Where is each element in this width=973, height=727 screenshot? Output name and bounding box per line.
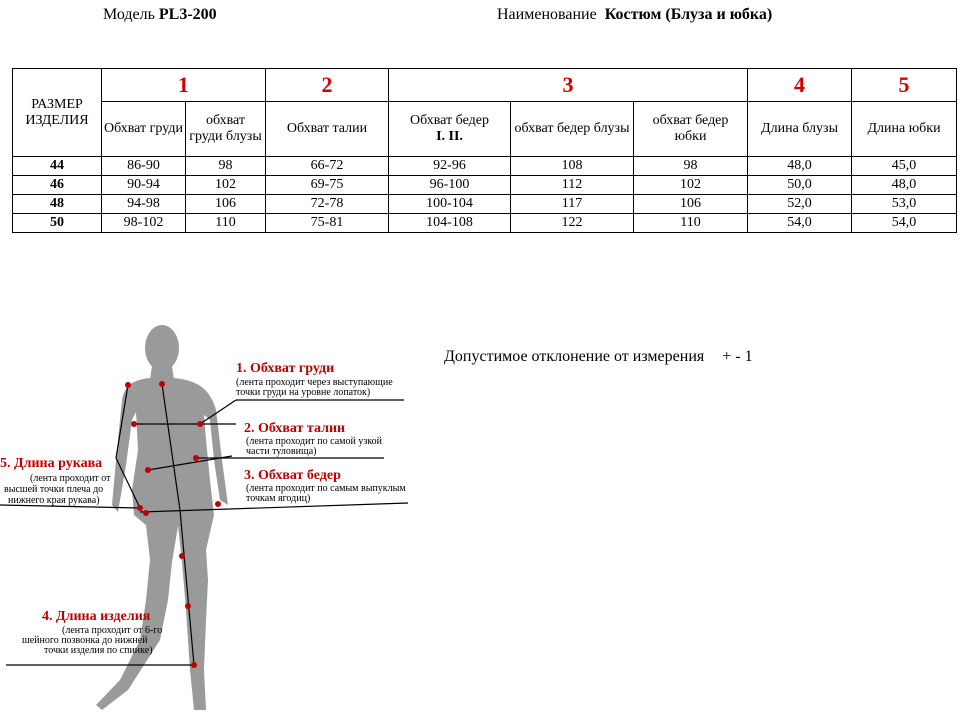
cell: 54,0 bbox=[852, 214, 957, 233]
cell: 53,0 bbox=[852, 195, 957, 214]
cell: 108 bbox=[511, 157, 634, 176]
label-length-note-1: (лента проходит от 6-го bbox=[62, 625, 163, 636]
col-header-blouse-length: Длина блузы bbox=[748, 102, 852, 157]
label-hips-title: 3. Обхват бедер bbox=[244, 468, 341, 483]
cell: 102 bbox=[186, 176, 266, 195]
col-header-skirt-length: Длина юбки bbox=[852, 102, 957, 157]
label-chest-note-1: (лента проходит через выступающие bbox=[236, 377, 393, 388]
cell: 98-102 bbox=[102, 214, 186, 233]
label-waist-title: 2. Обхват талии bbox=[244, 421, 346, 436]
label-hips-note-2: точкам ягодиц) bbox=[246, 493, 311, 504]
cell: 50,0 bbox=[748, 176, 852, 195]
label-sleeve-title: 5. Длина рукава bbox=[0, 456, 103, 471]
point-icon bbox=[215, 501, 221, 507]
measurement-figure bbox=[0, 300, 440, 727]
label-length-note-2: шейного позвонка до нижней bbox=[22, 635, 148, 646]
point-icon bbox=[179, 553, 185, 559]
col-header-waist: Обхват талии bbox=[266, 102, 389, 157]
size-chart-table bbox=[12, 68, 957, 233]
cell: 110 bbox=[186, 214, 266, 233]
col-header-blouse-hips: обхват бедер блузы bbox=[511, 102, 634, 157]
point-icon bbox=[159, 381, 165, 387]
cell: 54,0 bbox=[748, 214, 852, 233]
point-icon bbox=[125, 382, 131, 388]
cell: 66-72 bbox=[266, 157, 389, 176]
cell: 72-78 bbox=[266, 195, 389, 214]
cell: 90-94 bbox=[102, 176, 186, 195]
cell: 98 bbox=[186, 157, 266, 176]
cell-size: 50 bbox=[13, 214, 102, 233]
group-number-5: 5 bbox=[852, 69, 957, 102]
label-sleeve-note-1: (лента проходит от bbox=[30, 473, 111, 484]
cell: 94-98 bbox=[102, 195, 186, 214]
label-hips-note-1: (лента проходит по самым выпуклым bbox=[246, 483, 406, 494]
tolerance-value: + - 1 bbox=[722, 348, 753, 365]
group-header-row bbox=[13, 69, 957, 102]
cell: 100-104 bbox=[389, 195, 511, 214]
table-row bbox=[13, 214, 957, 233]
tolerance-note bbox=[444, 348, 753, 366]
point-icon bbox=[197, 421, 203, 427]
col-header-skirt-hips: обхват бедер юбки bbox=[634, 102, 748, 157]
cell: 104-108 bbox=[389, 214, 511, 233]
cell: 86-90 bbox=[102, 157, 186, 176]
tolerance-label: Допустимое отклонение от измерения bbox=[444, 348, 705, 365]
model-heading bbox=[103, 6, 217, 24]
label-chest-note-2: точки груди на уровне лопаток) bbox=[236, 387, 371, 398]
col-header-chest: Обхват груди bbox=[102, 102, 186, 157]
table-row bbox=[13, 195, 957, 214]
group-number-3: 3 bbox=[389, 69, 748, 102]
label-chest-title: 1. Обхват груди bbox=[236, 361, 335, 376]
label-waist-note-2: части туловища) bbox=[246, 446, 317, 457]
subheader-row bbox=[13, 102, 957, 157]
point-icon bbox=[131, 421, 137, 427]
label-length-note-3: точки изделия по спинке) bbox=[44, 645, 153, 656]
size-column-header: РАЗМЕР ИЗДЕЛИЯ bbox=[13, 69, 102, 157]
cell: 52,0 bbox=[748, 195, 852, 214]
point-icon bbox=[137, 505, 143, 511]
cell: 106 bbox=[186, 195, 266, 214]
cell: 48,0 bbox=[748, 157, 852, 176]
cell: 69-75 bbox=[266, 176, 389, 195]
cell: 117 bbox=[511, 195, 634, 214]
label-sleeve-note-2: высшей точки плеча до bbox=[4, 484, 104, 495]
cell: 110 bbox=[634, 214, 748, 233]
name-label: Наименование bbox=[497, 6, 597, 23]
label-length-title: 4. Длина изделия bbox=[42, 609, 151, 624]
cell: 98 bbox=[634, 157, 748, 176]
cell: 112 bbox=[511, 176, 634, 195]
model-value: PL3-200 bbox=[158, 6, 217, 23]
cell: 102 bbox=[634, 176, 748, 195]
cell: 48,0 bbox=[852, 176, 957, 195]
table-row bbox=[13, 157, 957, 176]
product-name-heading bbox=[497, 6, 772, 24]
cell: 45,0 bbox=[852, 157, 957, 176]
table-row bbox=[13, 176, 957, 195]
point-icon bbox=[185, 603, 191, 609]
cell: 75-81 bbox=[266, 214, 389, 233]
point-icon bbox=[193, 455, 199, 461]
model-label: Модель bbox=[103, 6, 155, 23]
cell: 92-96 bbox=[389, 157, 511, 176]
col-header-hips bbox=[389, 102, 511, 157]
cell: 96-100 bbox=[389, 176, 511, 195]
group-number-2: 2 bbox=[266, 69, 389, 102]
cell-size: 44 bbox=[13, 157, 102, 176]
label-waist-note-1: (лента проходит по самой узкой bbox=[246, 436, 382, 447]
col-header-hips-roman: I. II. bbox=[436, 129, 463, 144]
name-value: Костюм (Блуза и юбка) bbox=[604, 6, 773, 23]
point-icon bbox=[145, 467, 151, 473]
col-header-hips-label: Обхват бедер bbox=[410, 113, 489, 128]
cell: 122 bbox=[511, 214, 634, 233]
point-icon bbox=[191, 662, 197, 668]
group-number-1: 1 bbox=[102, 69, 266, 102]
cell-size: 48 bbox=[13, 195, 102, 214]
cell-size: 46 bbox=[13, 176, 102, 195]
group-number-4: 4 bbox=[748, 69, 852, 102]
col-header-blouse-chest: обхват груди блузы bbox=[186, 102, 266, 157]
point-icon bbox=[143, 510, 149, 516]
cell: 106 bbox=[634, 195, 748, 214]
label-sleeve-note-3: нижнего края рукава) bbox=[8, 495, 100, 506]
